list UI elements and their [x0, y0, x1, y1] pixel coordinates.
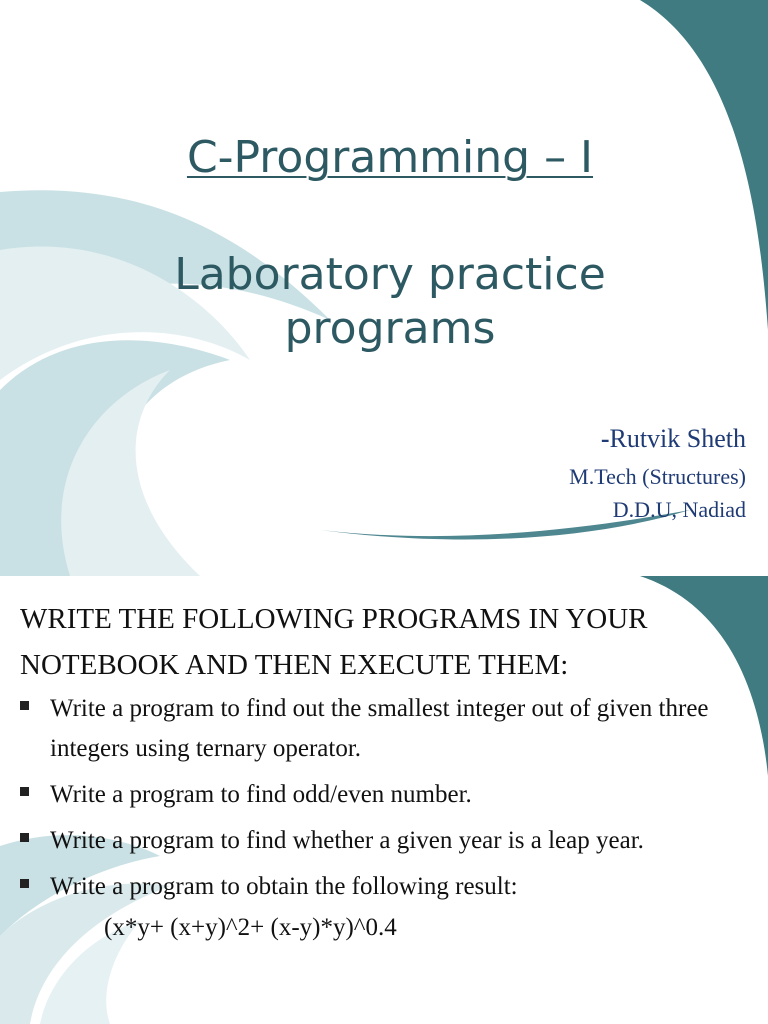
- formula: (x*y+ (x+y)^2+ (x-y)*y)^0.4: [104, 914, 397, 941]
- instructions-heading: [20, 596, 740, 688]
- square-bullet-icon: [20, 787, 29, 796]
- list-item: [18, 867, 738, 907]
- square-bullet-icon: [20, 833, 29, 842]
- author-name-text: Rutvik Sheth: [609, 424, 746, 453]
- author-degree: M.Tech (Structures): [569, 464, 746, 489]
- list-item-text: Write a program to find whether a given year is a leap year.: [50, 827, 644, 854]
- square-bullet-icon: [20, 879, 29, 888]
- program-list-slide: [0, 576, 768, 1024]
- list-item: [18, 689, 738, 769]
- list-item: [18, 821, 738, 861]
- slide-title: C-Programming – I: [186, 132, 594, 183]
- heading-line-1: WRITE THE FOLLOWING PROGRAMS IN YOUR: [20, 603, 648, 635]
- subtitle-line-2: programs: [284, 303, 496, 354]
- list-item-text: Write a program to obtain the following result:: [50, 873, 518, 900]
- program-list: [18, 689, 738, 913]
- heading-line-2: NOTEBOOK AND THEN EXECUTE THEM:: [20, 649, 569, 681]
- author-name: [601, 424, 746, 454]
- subtitle-line-1: Laboratory practice: [174, 249, 606, 300]
- slide-subtitle: [0, 248, 768, 356]
- author-place: D.D.U, Nadiad: [612, 497, 746, 522]
- square-bullet-icon: [20, 701, 29, 710]
- list-item-text: Write a program to find odd/even number.: [50, 781, 472, 808]
- list-item-text: Write a program to find out the smallest integer out of given three integers using ternary operator.: [50, 695, 709, 762]
- author-dash: -: [600, 424, 610, 453]
- list-item: [18, 775, 738, 815]
